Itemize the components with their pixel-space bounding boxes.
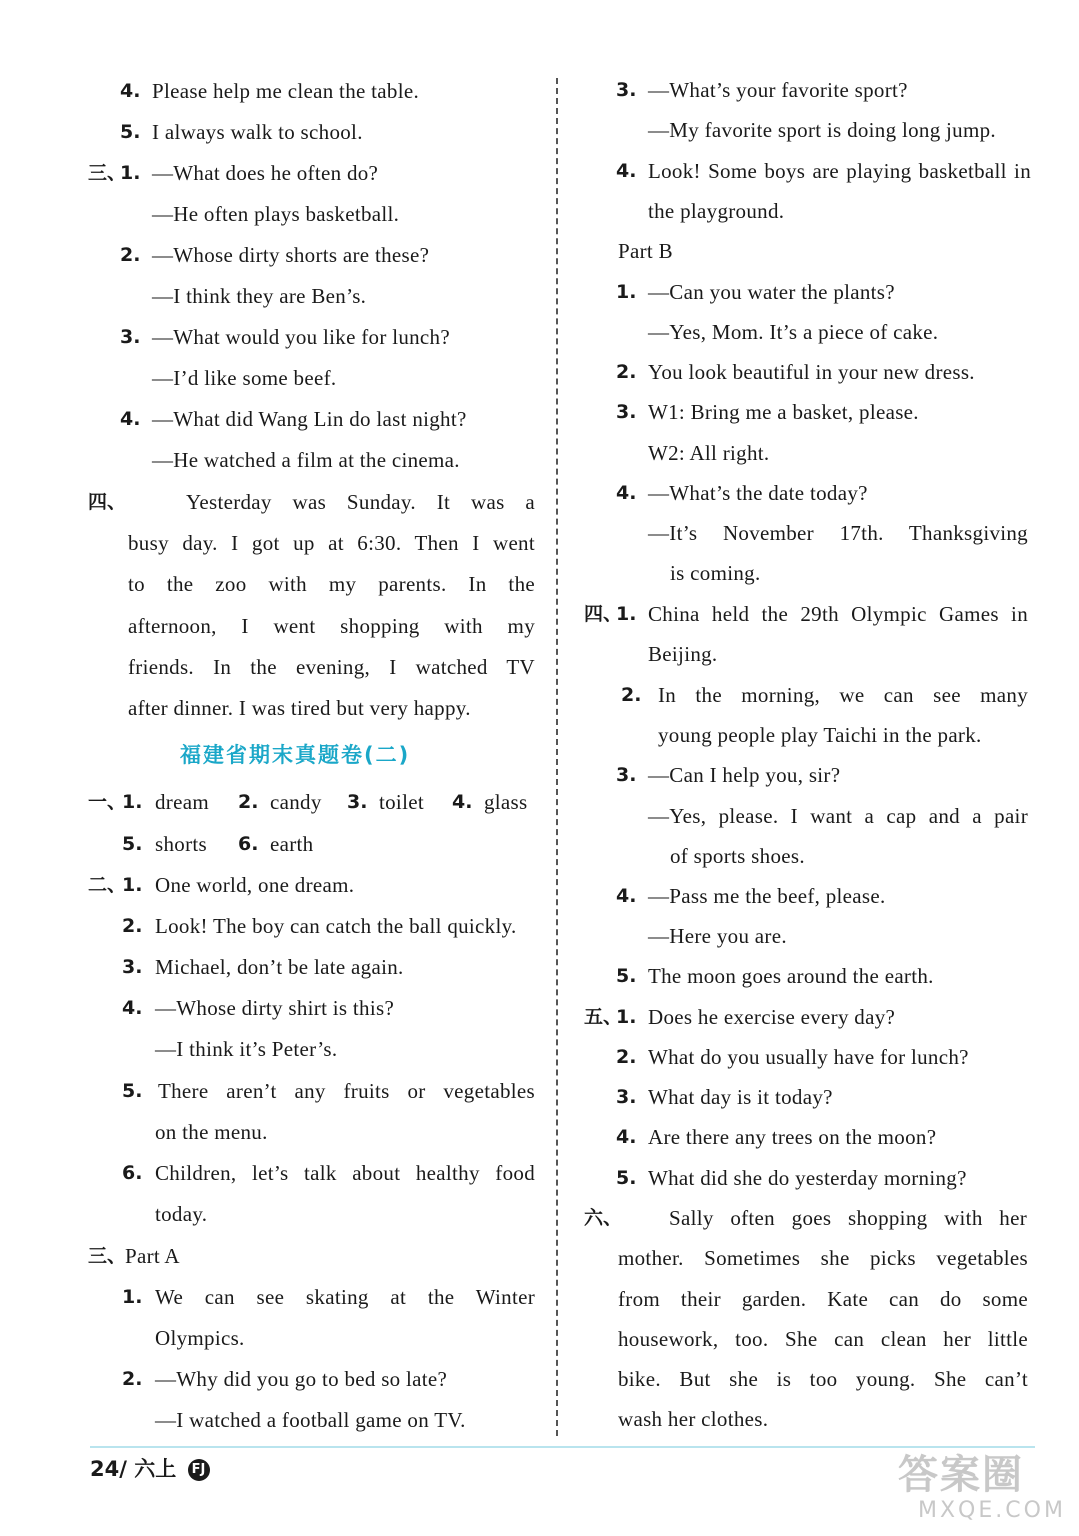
exam-title: 福建省期末真题卷(二)	[180, 743, 411, 767]
answer-line: Look! Some boys are playing basketball in	[648, 159, 1031, 183]
item-number: 5.	[120, 121, 141, 143]
item-number: 3.	[347, 791, 368, 813]
item-number: 3.	[120, 326, 141, 348]
watermark-url: MXQE.COM	[918, 1498, 1066, 1523]
answer-line: —Here you are.	[648, 924, 787, 948]
item-number: 5.	[616, 965, 637, 987]
item-number: 1.	[122, 1286, 143, 1308]
item-number: 1.	[122, 791, 143, 813]
word-answer: shorts	[155, 832, 207, 856]
item-number: 4.	[616, 482, 637, 504]
answer-line: You look beautiful in your new dress.	[648, 360, 975, 384]
answer-line: young people play Taichi in the park.	[658, 723, 982, 747]
item-number: 3.	[616, 79, 637, 101]
passage-line: wash her clothes.	[618, 1407, 769, 1431]
item-number: 4.	[616, 160, 637, 182]
word-answer: dream	[155, 790, 209, 814]
word-answer: earth	[270, 832, 314, 856]
answer-line: —I watched a football game on TV.	[155, 1408, 466, 1432]
answer-line: on the menu.	[155, 1120, 268, 1144]
answer-line: —Yes, please. I want a cap and a pair	[648, 804, 1028, 828]
answer-line: What did she do yesterday morning?	[648, 1166, 967, 1190]
item-number: 5.	[122, 833, 143, 855]
item-number: 4.	[452, 791, 473, 813]
section-mark: 三、	[88, 1245, 127, 1267]
item-number: 2.	[120, 244, 141, 266]
answer-line: Please help me clean the table.	[152, 79, 420, 103]
passage-line: after dinner. I was tired but very happy.	[128, 696, 471, 720]
answer-line: —Whose dirty shirt is this?	[155, 996, 395, 1020]
item-number: 3.	[122, 956, 143, 978]
answer-line: —He watched a film at the cinema.	[152, 448, 460, 472]
answer-line: Olympics.	[155, 1326, 245, 1350]
answer-line: —What did Wang Lin do last night?	[152, 407, 467, 431]
answer-line: —My favorite sport is doing long jump.	[648, 118, 996, 142]
page-number: 24/	[90, 1457, 127, 1481]
item-number: 6.	[122, 1162, 143, 1184]
answer-line: —Can I help you, sir?	[648, 763, 841, 787]
answer-line: the playground.	[648, 199, 785, 223]
item-number: 3.	[616, 764, 637, 786]
answer-line: The moon goes around the earth.	[648, 964, 934, 988]
answer-line: of sports shoes.	[670, 844, 805, 868]
answer-line: —What does he often do?	[152, 161, 379, 185]
answer-line: Does he exercise every day?	[648, 1005, 896, 1029]
item-number: 2.	[122, 915, 143, 937]
watermark	[898, 1452, 1068, 1528]
answer-line: —Yes, Mom. It’s a piece of cake.	[648, 320, 939, 344]
answer-line: —What would you like for lunch?	[152, 325, 450, 349]
item-number: 4.	[120, 408, 141, 430]
word-answer: candy	[270, 790, 322, 814]
item-number: 5.	[122, 1080, 143, 1102]
answer-line: Beijing.	[648, 642, 718, 666]
answer-line: —Can you water the plants?	[648, 280, 895, 304]
passage-line: afternoon, I went shopping with my	[128, 614, 535, 638]
answer-line: —What’s your favorite sport?	[648, 78, 908, 102]
section-mark: 一、	[88, 791, 127, 813]
item-number: 3.	[616, 401, 637, 423]
answer-line: today.	[155, 1202, 208, 1226]
item-number: 6.	[238, 833, 259, 855]
answer-line: W1: Bring me a basket, please.	[648, 400, 919, 424]
answer-line: One world, one dream.	[155, 873, 355, 897]
answer-line: What do you usually have for lunch?	[648, 1045, 969, 1069]
item-number: 2.	[621, 684, 642, 706]
item-number: 4.	[120, 80, 141, 102]
page-footer	[90, 1454, 210, 1484]
passage-line: from their garden. Kate can do some	[618, 1287, 1028, 1311]
answer-line: —I think they are Ben’s.	[152, 284, 367, 308]
passage-line: housework, too. She can clean her little	[618, 1327, 1028, 1351]
passage-line: friends. In the evening, I watched TV	[128, 655, 535, 679]
grade-label: 六上	[134, 1457, 177, 1481]
passage-line: Sally often goes shopping with her	[669, 1206, 1027, 1230]
answer-line: What day is it today?	[648, 1085, 833, 1109]
column-divider	[556, 78, 558, 1436]
part-label: Part B	[618, 239, 673, 263]
item-number: 2.	[616, 1046, 637, 1068]
passage-line: busy day. I got up at 6:30. Then I went	[128, 531, 535, 555]
passage-line: to the zoo with my parents. In the	[128, 572, 535, 596]
item-number: 3.	[616, 1086, 637, 1108]
answer-line: —What’s the date today?	[648, 481, 868, 505]
answer-line: is coming.	[670, 561, 761, 585]
answer-line: —He often plays basketball.	[152, 202, 400, 226]
answer-line: —I think it’s Peter’s.	[155, 1037, 338, 1061]
answer-line: —I’d like some beef.	[152, 366, 337, 390]
section-mark: 五、	[584, 1006, 623, 1028]
word-answer: toilet	[379, 790, 424, 814]
answer-line: In the morning, we can see many	[658, 683, 1028, 707]
answer-line: W2: All right.	[648, 441, 770, 465]
item-number: 1.	[120, 162, 141, 184]
answer-line: —It’s November 17th. Thanksgiving	[648, 521, 1028, 545]
section-mark: 二、	[88, 874, 127, 896]
section-mark: 四、	[584, 603, 623, 625]
section-mark: 六、	[584, 1207, 623, 1229]
answer-line: Look! The boy can catch the ball quickly.	[155, 914, 517, 938]
answer-line: —Pass me the beef, please.	[648, 884, 886, 908]
word-answer: glass	[484, 790, 528, 814]
item-number: 1.	[616, 603, 637, 625]
section-mark: 三、	[88, 162, 127, 184]
item-number: 1.	[616, 1006, 637, 1028]
passage-line: bike. But she is too young. She can’t	[618, 1367, 1028, 1391]
item-number: 4.	[616, 1126, 637, 1148]
answer-line: Are there any trees on the moon?	[648, 1125, 937, 1149]
passage-line: Yesterday was Sunday. It was a	[186, 490, 535, 514]
item-number: 1.	[616, 281, 637, 303]
answer-line: China held the 29th Olympic Games in	[648, 602, 1028, 626]
footer-rule	[90, 1446, 1035, 1448]
answer-line: —Why did you go to bed so late?	[155, 1367, 448, 1391]
item-number: 1.	[122, 874, 143, 896]
part-label: Part A	[125, 1244, 180, 1268]
edition-badge-icon: FJ	[188, 1459, 210, 1481]
answer-line: —Whose dirty shorts are these?	[152, 243, 430, 267]
watermark-logo-text: 答案圈	[898, 1452, 1024, 1498]
item-number: 4.	[122, 997, 143, 1019]
item-number: 2.	[616, 361, 637, 383]
answer-line: Children, let’s talk about healthy food	[155, 1161, 535, 1185]
section-mark: 四、	[88, 491, 127, 513]
answer-line: Michael, don’t be late again.	[155, 955, 404, 979]
item-number: 2.	[122, 1368, 143, 1390]
item-number: 4.	[616, 885, 637, 907]
passage-line: mother. Sometimes she picks vegetables	[618, 1246, 1028, 1270]
answer-line: I always walk to school.	[152, 120, 363, 144]
item-number: 2.	[238, 791, 259, 813]
answer-line: There aren’t any fruits or vegetables	[158, 1079, 535, 1103]
item-number: 5.	[616, 1167, 637, 1189]
answer-line: We can see skating at the Winter	[155, 1285, 535, 1309]
